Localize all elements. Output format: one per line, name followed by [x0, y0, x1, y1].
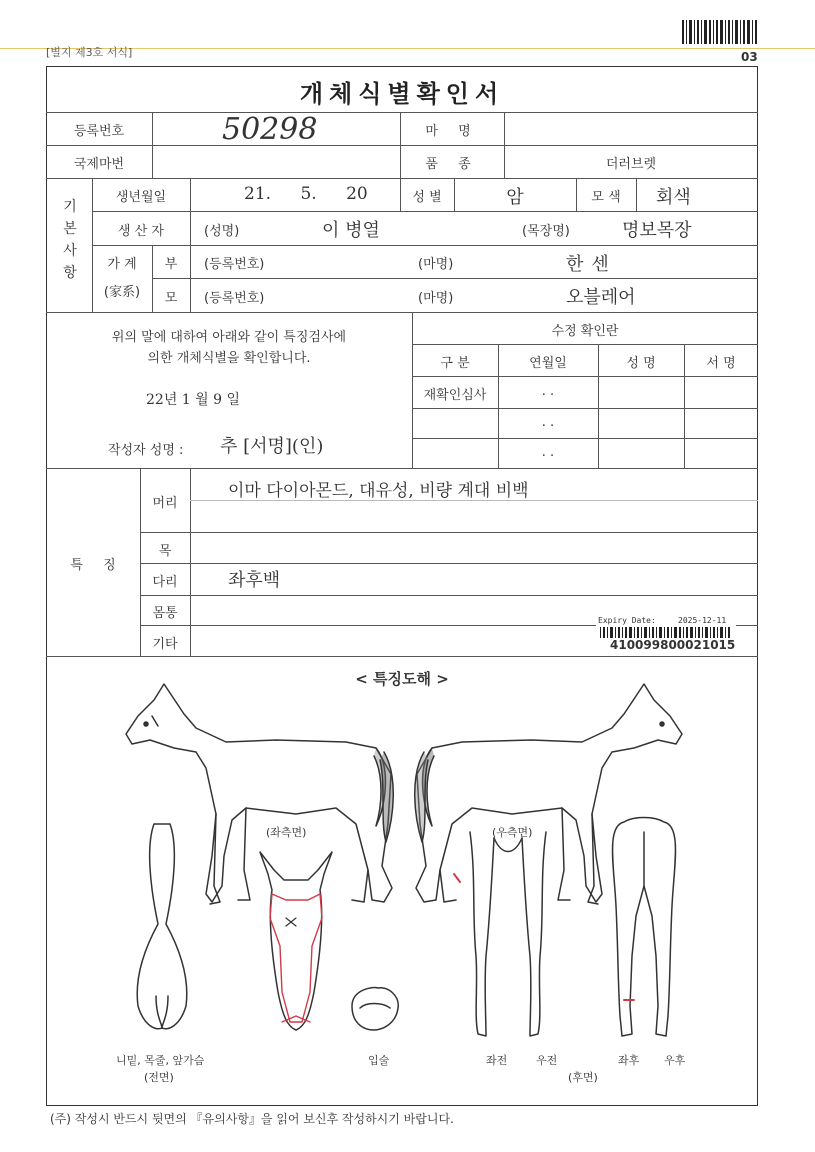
dam-reg-label: (등록번호)	[204, 291, 265, 306]
row1-date: . .	[541, 384, 555, 399]
document-title: 개체식별확인서	[299, 80, 505, 108]
left-hind-caption: 좌후	[618, 1054, 640, 1067]
coat-value: 회색	[656, 187, 691, 208]
birth-label: 생년월일	[115, 190, 167, 205]
statement-line2: 의한 개체식별을 확인합니다.	[147, 351, 311, 366]
intl-no-label: 국제마번	[73, 157, 125, 172]
body-label: 몸통	[152, 606, 178, 621]
rear-view-horse	[613, 818, 676, 1037]
farm-label: (목장명)	[522, 224, 570, 239]
lips-diagram	[352, 988, 398, 1030]
front-legs-diagram	[470, 832, 546, 1036]
front-caption: 니밑, 목줄, 앞가슴	[116, 1054, 205, 1067]
expiry-label: Expiry Date:	[598, 616, 656, 625]
birth-value: 21. 5. 20	[244, 184, 368, 204]
basic-section-label: 기본사항	[63, 199, 77, 281]
expiry-value: 2025-12-11	[678, 616, 727, 625]
correction-title: 수정 확인란	[551, 324, 619, 339]
left-front-caption: 좌전	[486, 1054, 508, 1067]
sire-name-label: (마명)	[418, 257, 454, 272]
sex-label: 성 별	[412, 190, 442, 205]
leg-label: 다리	[152, 575, 178, 590]
neck-label: 목	[158, 544, 172, 559]
lineage-label: 가 계	[107, 257, 137, 272]
col-date: 연월일	[529, 356, 567, 371]
sticker-barcode	[600, 627, 730, 638]
dam-name-value: 오블레어	[566, 287, 636, 308]
expiry-sticker	[596, 616, 736, 654]
breed-value: 더러브렛	[605, 157, 657, 172]
head-label: 머리	[152, 496, 178, 511]
reg-no-value: 50298	[222, 112, 318, 147]
sticker-code: 410099800021015	[610, 638, 736, 652]
coat-label: 모 색	[591, 190, 621, 205]
col-type: 구 분	[440, 356, 470, 371]
sire-reg-label: (등록번호)	[204, 257, 265, 272]
sire-name-value: 한센	[566, 254, 617, 275]
head-value: 이마 다이아몬드, 대유성, 비량 계대 비백	[228, 481, 529, 501]
reg-no-label: 등록번호	[73, 124, 125, 139]
farm-value: 명보목장	[622, 220, 692, 241]
front-view-horse	[137, 824, 187, 1029]
left-side-caption: (좌측면)	[266, 826, 307, 839]
horse-diagram	[46, 656, 758, 1106]
breeder-name-label: (성명)	[204, 224, 240, 239]
right-hind-caption: 우후	[664, 1054, 686, 1067]
statement-line1: 위의 말에 대하여 아래와 같이 특징검사에	[111, 330, 347, 345]
col-name: 성 명	[626, 356, 656, 371]
rear-view-caption: (후면)	[568, 1071, 598, 1084]
other-label: 기타	[152, 637, 178, 652]
horse-name-label: 마 명	[425, 124, 479, 139]
head-front-view	[260, 852, 332, 1030]
breed-label: 품 종	[425, 157, 479, 172]
dam-label: 모	[164, 291, 178, 306]
row1-type: 재확인심사	[423, 388, 487, 403]
features-label: 특 징	[70, 558, 116, 573]
front-view-caption: (전면)	[144, 1071, 174, 1084]
author-value: 추 [서명](인)	[220, 436, 324, 457]
confirm-date: 22년 1 월 9 일	[146, 392, 241, 408]
leg-value: 좌후백	[228, 570, 281, 591]
col-sign: 서 명	[706, 356, 736, 371]
diagram-title: < 특징도해 >	[355, 670, 449, 688]
row2-date: . .	[541, 415, 555, 430]
breeder-name-value: 이 병열	[322, 220, 380, 241]
breeder-label: 생 산 자	[118, 224, 164, 239]
right-front-caption: 우전	[536, 1054, 558, 1067]
author-label: 작성자 성명 :	[108, 443, 184, 458]
left-side-horse	[126, 684, 393, 904]
top-barcode	[682, 20, 758, 46]
lineage-hanja: (家系)	[103, 285, 141, 300]
right-side-caption: (우측면)	[492, 826, 533, 839]
footer-note: (주) 작성시 반드시 뒷면의 『유의사항』을 읽어 보신후 작성하시기 바랍니다.	[50, 1112, 454, 1126]
sire-label: 부	[164, 257, 178, 272]
form-label: [별지 제3호 서식]	[46, 46, 133, 59]
page-number: 03	[741, 50, 758, 64]
row3-date: . .	[541, 445, 555, 460]
dam-name-label: (마명)	[418, 291, 454, 306]
lips-caption: 입술	[368, 1054, 390, 1067]
sex-value: 암	[506, 187, 524, 208]
right-side-horse	[415, 684, 682, 904]
